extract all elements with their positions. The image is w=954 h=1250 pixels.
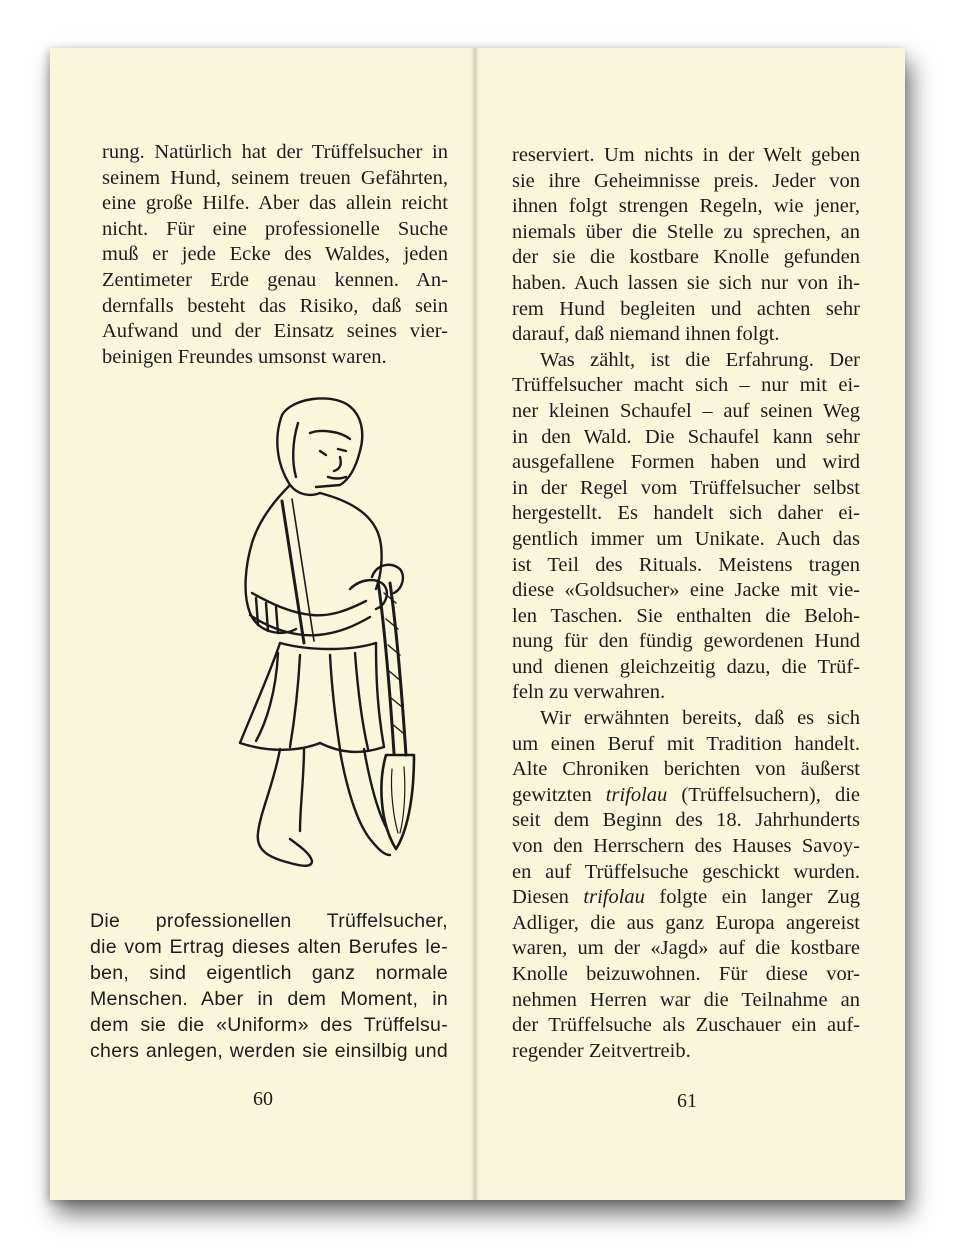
text-line: und dienen gleichzeitig dazu, die Trüf- [512, 655, 860, 678]
text-line: darauf, daß niemand ihnen folgt. [512, 323, 780, 346]
text-line: hergestellt. Es handelt sich daher ei- [512, 502, 860, 525]
truffle-hunter-illustration [200, 393, 430, 893]
text-line: regender Zeitvertreib. [512, 1039, 691, 1062]
text-line: Alte Chroniken berichten von äußerst [512, 758, 860, 781]
text-line: Was zählt, ist die Erfahrung. Der [540, 348, 860, 371]
text-line: Die professionellen Trüffelsucher, [90, 910, 448, 932]
text-line: um einen Beruf mit Tradition handelt. [512, 732, 860, 755]
text-line: Adliger, die aus ganz Europa angereist [512, 911, 860, 934]
text-line: gewitzten trifolau (Trüffelsuchern), die [512, 783, 860, 806]
text-line: die vom Ertrag dieses alten Berufes le- [90, 936, 448, 958]
right-page [475, 48, 905, 1200]
text-line: der sie die kostbare Knolle gefunden [512, 246, 860, 269]
text-line: Wir erwähnten bereits, daß es sich [540, 707, 860, 730]
page-number-left: 60 [253, 1088, 273, 1110]
book-spread [50, 48, 905, 1200]
text-line: ausgefallene Formen haben und wird [512, 451, 860, 474]
text-line: Diesen trifolau folgte ein langer Zug [512, 886, 860, 909]
text-line: ben, sind eigentlich ganz normale [90, 962, 448, 984]
text-line: seinem Hund, seinem treuen Gefährten, [102, 166, 448, 189]
text-line: feln zu verwahren. [512, 681, 666, 704]
text-line: haben. Auch lassen sie sich nur von ih- [512, 271, 860, 294]
text-line: rung. Natürlich hat der Trüffelsucher in [102, 141, 448, 163]
text-line: diese «Goldsucher» eine Jacke mit vie- [512, 579, 860, 602]
text-line: ihnen folgt strengen Regeln, wie jener, [512, 195, 860, 218]
text-line: eine große Hilfe. Aber das allein reicht [102, 192, 448, 215]
text-line: sie ihre Geheimnisse preis. Jeder von [512, 169, 860, 192]
text-line: der Trüffelsuche als Zuschauer ein auf- [512, 1014, 860, 1037]
text-line: ist Teil des Rituals. Meistens tragen [512, 553, 860, 576]
text-line: len Taschen. Sie enthalten die Beloh- [512, 604, 860, 627]
right-page-text [512, 143, 860, 1064]
left-page-bottom-paragraph [90, 908, 448, 1064]
text-line: nehmen Herren war die Teilnahme an [512, 988, 860, 1011]
text-line: gentlich immer um Unikate. Auch das [512, 527, 860, 550]
text-line: rem Hund begleiten und achten sehr [512, 297, 860, 320]
text-line: in der Regel vom Trüffelsucher selbst [512, 476, 860, 499]
text-line: chers anlegen, werden sie einsilbig und [90, 1040, 448, 1062]
text-line: niemals über die Stelle zu sprechen, an [512, 220, 860, 243]
text-line: nung für den fündig gewordenen Hund [512, 630, 860, 653]
text-line: nicht. Für eine professionelle Suche [102, 217, 448, 240]
text-line: ner kleinen Schaufel – auf seinen Weg [512, 399, 860, 422]
text-line: Menschen. Aber in dem Moment, in [90, 988, 448, 1010]
text-line: en auf Trüffelsuche geschickt wurden. [512, 860, 860, 883]
left-page-top-paragraph [102, 140, 448, 370]
text-line: dernfalls besteht das Risiko, daß sein [102, 294, 448, 317]
text-line: beinigen Freundes umsonst waren. [102, 345, 387, 368]
text-line: Aufwand und der Einsatz seines vier- [102, 320, 448, 343]
text-line: Zentimeter Erde genau kennen. An- [102, 268, 448, 291]
text-line: Trüffelsucher macht sich – nur mit ei- [512, 374, 860, 397]
text-line: waren, um der «Jagd» auf die kostbare [512, 937, 860, 960]
text-line: reserviert. Um nichts in der Welt geben [512, 144, 860, 166]
text-line: in den Wald. Die Schaufel kann sehr [512, 425, 860, 448]
text-line: dem sie die «Uniform» des Trüffelsu- [90, 1014, 448, 1036]
text-line: von den Herrschern des Hauses Savoy- [512, 835, 860, 858]
text-line: Knolle beizuwohnen. Für diese vor- [512, 963, 860, 985]
page-number-right: 61 [677, 1090, 697, 1112]
left-page [50, 48, 475, 1200]
text-line: seit dem Beginn des 18. Jahrhunderts [512, 809, 860, 832]
text-line: muß er jede Ecke des Waldes, jeden [102, 243, 448, 266]
